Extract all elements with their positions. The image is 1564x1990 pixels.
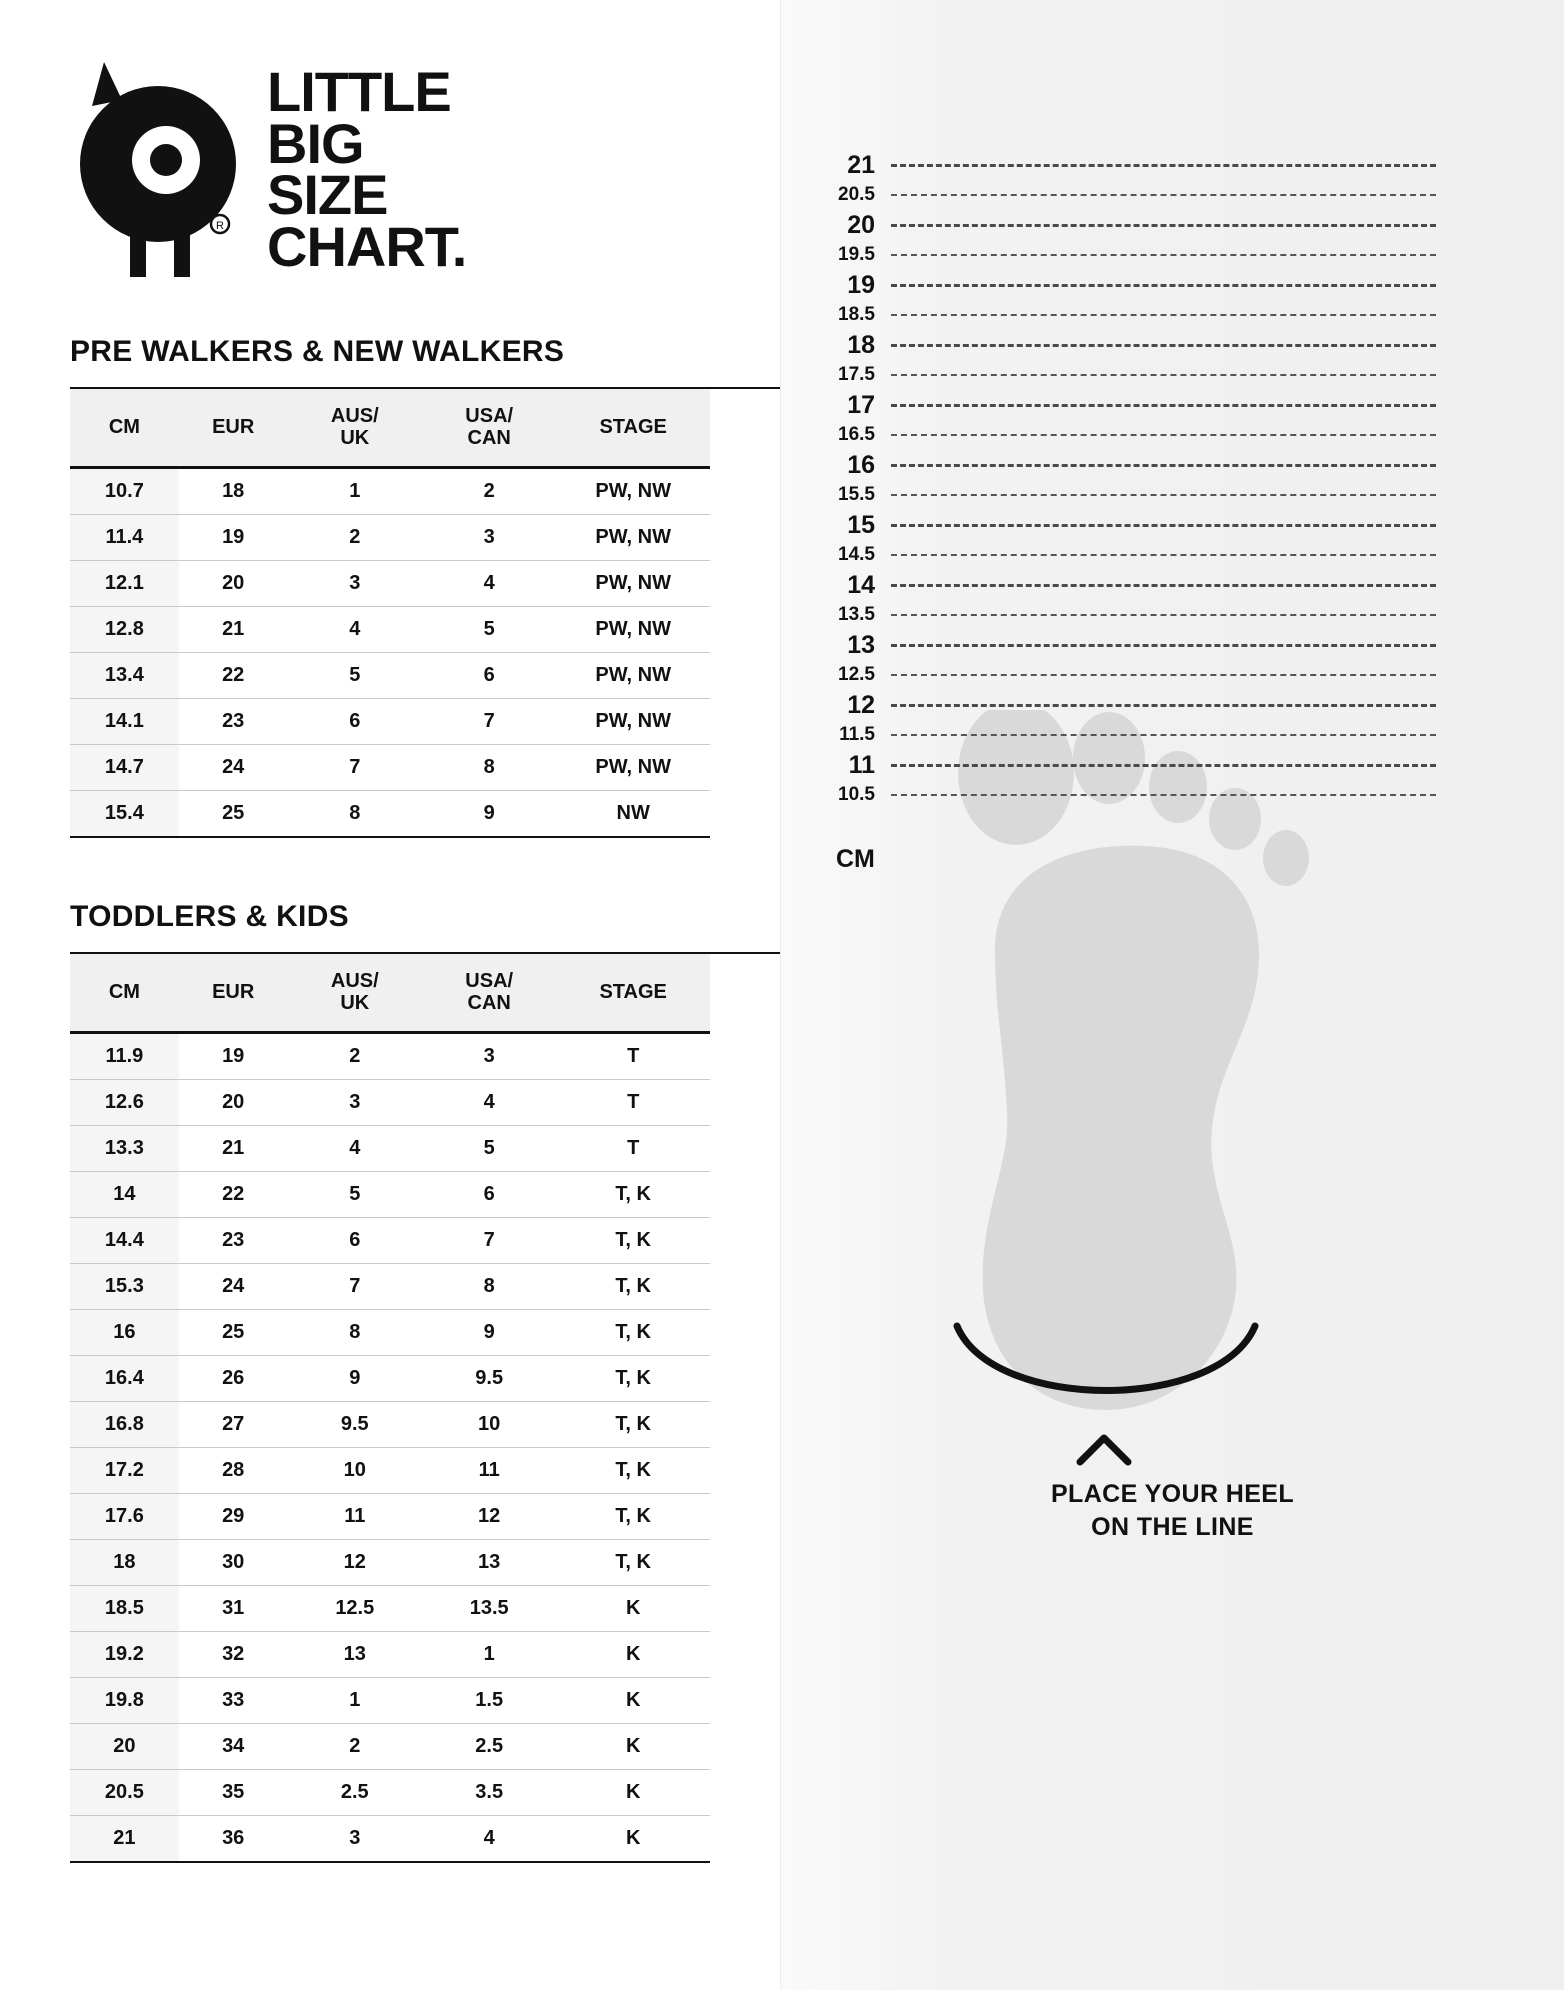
cell-cm: 20.5 xyxy=(70,1769,179,1815)
brand-line-1: LITTLE xyxy=(267,60,451,123)
tick-label: 14 xyxy=(847,570,875,599)
tick-line xyxy=(891,494,1436,496)
cell-cm: 14.1 xyxy=(70,698,179,744)
cell-eur: 25 xyxy=(179,790,288,837)
cell-cm: 21 xyxy=(70,1815,179,1862)
brand-line-2: BIG xyxy=(267,111,364,175)
cell-eur: 31 xyxy=(179,1585,288,1631)
cell-aus: 2.5 xyxy=(288,1769,422,1815)
brand-line-4: CHART. xyxy=(267,214,467,278)
tick-label: 20 xyxy=(847,210,875,239)
section-title-toddlers-kids: TODDLERS & KIDS xyxy=(70,899,349,933)
table-row xyxy=(70,560,710,606)
tick-label: 11.5 xyxy=(839,724,875,745)
table-row xyxy=(70,1677,710,1723)
cell-eur: 24 xyxy=(179,744,288,790)
cell-stage: PW, NW xyxy=(556,560,710,606)
col-header-cm: CM xyxy=(70,389,179,467)
cell-usa: 9 xyxy=(422,1309,556,1355)
table-row xyxy=(70,652,710,698)
ruler-tick xyxy=(781,420,1564,450)
table-row xyxy=(70,698,710,744)
pre-walkers-table xyxy=(70,389,710,838)
table-row xyxy=(70,790,710,837)
ruler-tick xyxy=(781,690,1564,720)
cell-aus: 2 xyxy=(288,514,422,560)
cell-cm: 12.8 xyxy=(70,606,179,652)
cm-ruler xyxy=(781,150,1564,810)
cell-usa: 7 xyxy=(422,1217,556,1263)
ruler-tick xyxy=(781,540,1564,570)
cell-cm: 14.7 xyxy=(70,744,179,790)
cell-aus: 5 xyxy=(288,652,422,698)
cell-eur: 32 xyxy=(179,1631,288,1677)
cell-aus: 7 xyxy=(288,744,422,790)
tick-line xyxy=(891,224,1436,227)
table-row xyxy=(70,1447,710,1493)
ruler-tick xyxy=(781,570,1564,600)
cell-cm: 13.4 xyxy=(70,652,179,698)
bird-target-logo-icon xyxy=(70,52,245,277)
cell-aus: 8 xyxy=(288,1309,422,1355)
table-row xyxy=(70,1263,710,1309)
cell-stage: PW, NW xyxy=(556,744,710,790)
ruler-tick xyxy=(781,780,1564,810)
table-row xyxy=(70,1631,710,1677)
toddlers-kids-table xyxy=(70,954,710,1863)
table-header-row xyxy=(70,389,710,467)
table-row xyxy=(70,1539,710,1585)
tick-line xyxy=(891,194,1436,196)
cell-stage: T xyxy=(556,1079,710,1125)
cell-cm: 20 xyxy=(70,1723,179,1769)
cell-cm: 13.3 xyxy=(70,1125,179,1171)
section-title-pre-walkers: PRE WALKERS & NEW WALKERS xyxy=(70,335,565,368)
table-row xyxy=(70,1079,710,1125)
table-header-row xyxy=(70,954,710,1032)
table-row xyxy=(70,1493,710,1539)
cell-eur: 19 xyxy=(179,514,288,560)
cell-stage: T, K xyxy=(556,1217,710,1263)
cell-cm: 12.6 xyxy=(70,1079,179,1125)
cell-usa: 5 xyxy=(422,606,556,652)
col-header-eur: EUR xyxy=(179,954,288,1032)
cell-usa: 7 xyxy=(422,698,556,744)
tick-line xyxy=(891,734,1436,736)
brand-wordmark xyxy=(267,60,467,278)
cell-cm: 18.5 xyxy=(70,1585,179,1631)
cell-usa: 3 xyxy=(422,514,556,560)
cell-stage: T, K xyxy=(556,1355,710,1401)
tick-line xyxy=(891,284,1436,287)
table-row xyxy=(70,1032,710,1079)
cell-eur: 22 xyxy=(179,1171,288,1217)
ruler-tick xyxy=(781,630,1564,660)
ruler-tick xyxy=(781,180,1564,210)
cell-aus: 1 xyxy=(288,1677,422,1723)
cell-eur: 26 xyxy=(179,1355,288,1401)
cell-cm: 14.4 xyxy=(70,1217,179,1263)
cell-cm: 11.4 xyxy=(70,514,179,560)
cell-usa: 1.5 xyxy=(422,1677,556,1723)
cell-stage: T xyxy=(556,1125,710,1171)
caret-up-icon xyxy=(1076,1432,1132,1466)
tick-line xyxy=(891,404,1436,407)
table-row xyxy=(70,1125,710,1171)
cell-cm: 16.4 xyxy=(70,1355,179,1401)
toddlers-kids-table-wrap xyxy=(70,952,780,1863)
col-header-usa-can: USA/ CAN xyxy=(422,389,556,467)
ruler-tick xyxy=(781,750,1564,780)
cell-stage: PW, NW xyxy=(556,514,710,560)
cell-eur: 20 xyxy=(179,560,288,606)
cell-stage: PW, NW xyxy=(556,698,710,744)
cell-stage: NW xyxy=(556,790,710,837)
table-row xyxy=(70,1355,710,1401)
ruler-tick xyxy=(781,660,1564,690)
cell-aus: 1 xyxy=(288,467,422,514)
tick-line xyxy=(891,254,1436,256)
tick-label: 16.5 xyxy=(838,424,875,445)
tick-label: 15 xyxy=(847,510,875,539)
table-row xyxy=(70,514,710,560)
cell-usa: 1 xyxy=(422,1631,556,1677)
tick-line xyxy=(891,554,1436,556)
cell-stage: T, K xyxy=(556,1401,710,1447)
cell-cm: 11.9 xyxy=(70,1032,179,1079)
col-header-cm: CM xyxy=(70,954,179,1032)
ruler-tick xyxy=(781,390,1564,420)
cell-usa: 8 xyxy=(422,744,556,790)
cell-aus: 4 xyxy=(288,606,422,652)
cell-eur: 33 xyxy=(179,1677,288,1723)
table-row xyxy=(70,744,710,790)
tick-line xyxy=(891,434,1436,436)
cell-cm: 16 xyxy=(70,1309,179,1355)
cell-stage: K xyxy=(556,1769,710,1815)
ruler-tick xyxy=(781,300,1564,330)
cell-stage: K xyxy=(556,1815,710,1862)
cell-stage: T xyxy=(556,1032,710,1079)
tick-label: 18.5 xyxy=(838,304,875,325)
cell-usa: 5 xyxy=(422,1125,556,1171)
ruler-tick xyxy=(781,210,1564,240)
cell-eur: 28 xyxy=(179,1447,288,1493)
table-row xyxy=(70,1815,710,1862)
tick-line xyxy=(891,524,1436,527)
col-header-eur: EUR xyxy=(179,389,288,467)
ruler-tick xyxy=(781,450,1564,480)
pre-walkers-table-wrap xyxy=(70,387,780,838)
cell-stage: T, K xyxy=(556,1539,710,1585)
cell-eur: 29 xyxy=(179,1493,288,1539)
cell-stage: K xyxy=(556,1631,710,1677)
cell-aus: 13 xyxy=(288,1631,422,1677)
ruler-tick xyxy=(781,330,1564,360)
cell-cm: 17.6 xyxy=(70,1493,179,1539)
cell-aus: 8 xyxy=(288,790,422,837)
ruler-tick xyxy=(781,600,1564,630)
cell-cm: 14 xyxy=(70,1171,179,1217)
tick-line xyxy=(891,644,1436,647)
tick-line xyxy=(891,704,1436,707)
cell-eur: 18 xyxy=(179,467,288,514)
ruler-unit-label: CM xyxy=(836,845,875,873)
cell-stage: PW, NW xyxy=(556,652,710,698)
cell-eur: 21 xyxy=(179,606,288,652)
cell-usa: 2.5 xyxy=(422,1723,556,1769)
cell-usa: 4 xyxy=(422,1815,556,1862)
tick-line xyxy=(891,464,1436,467)
cell-aus: 7 xyxy=(288,1263,422,1309)
tick-line xyxy=(891,344,1436,347)
tick-line xyxy=(891,314,1436,316)
cell-eur: 22 xyxy=(179,652,288,698)
cell-cm: 16.8 xyxy=(70,1401,179,1447)
ruler-tick xyxy=(781,720,1564,750)
tick-label: 20.5 xyxy=(838,184,875,205)
cell-stage: PW, NW xyxy=(556,606,710,652)
cell-eur: 21 xyxy=(179,1125,288,1171)
table-row xyxy=(70,1171,710,1217)
ruler-tick xyxy=(781,480,1564,510)
tick-label: 18 xyxy=(847,330,875,359)
cell-usa: 9 xyxy=(422,790,556,837)
cell-cm: 17.2 xyxy=(70,1447,179,1493)
ruler-tick xyxy=(781,360,1564,390)
tick-label: 11 xyxy=(848,750,875,779)
table-row xyxy=(70,1769,710,1815)
left-column xyxy=(0,0,780,1990)
tick-line xyxy=(891,794,1436,796)
cell-eur: 30 xyxy=(179,1539,288,1585)
cell-stage: K xyxy=(556,1677,710,1723)
cell-aus: 4 xyxy=(288,1125,422,1171)
cell-usa: 4 xyxy=(422,560,556,606)
cell-stage: T, K xyxy=(556,1447,710,1493)
cell-stage: T, K xyxy=(556,1263,710,1309)
cell-stage: K xyxy=(556,1723,710,1769)
cell-aus: 5 xyxy=(288,1171,422,1217)
tick-label: 17 xyxy=(847,390,875,419)
cell-aus: 6 xyxy=(288,1217,422,1263)
cell-cm: 10.7 xyxy=(70,467,179,514)
tick-label: 12.5 xyxy=(838,664,875,685)
cell-usa: 12 xyxy=(422,1493,556,1539)
cell-eur: 35 xyxy=(179,1769,288,1815)
cell-aus: 11 xyxy=(288,1493,422,1539)
cell-aus: 3 xyxy=(288,1815,422,1862)
table-row xyxy=(70,606,710,652)
cell-cm: 19.2 xyxy=(70,1631,179,1677)
tick-line xyxy=(891,374,1436,376)
table-row xyxy=(70,467,710,514)
cell-aus: 3 xyxy=(288,1079,422,1125)
cell-usa: 10 xyxy=(422,1401,556,1447)
tick-label: 17.5 xyxy=(838,364,875,385)
table-row xyxy=(70,1217,710,1263)
table-row xyxy=(70,1401,710,1447)
cell-aus: 9 xyxy=(288,1355,422,1401)
cell-cm: 15.4 xyxy=(70,790,179,837)
cell-usa: 3 xyxy=(422,1032,556,1079)
tick-label: 21 xyxy=(847,150,875,179)
cell-aus: 12.5 xyxy=(288,1585,422,1631)
tick-label: 16 xyxy=(847,450,875,479)
tick-label: 13 xyxy=(847,630,875,659)
table-row xyxy=(70,1723,710,1769)
cell-stage: T, K xyxy=(556,1171,710,1217)
tick-label: 14.5 xyxy=(838,544,875,565)
tick-line xyxy=(891,614,1436,616)
cell-usa: 6 xyxy=(422,1171,556,1217)
cell-eur: 23 xyxy=(179,1217,288,1263)
cell-eur: 20 xyxy=(179,1079,288,1125)
col-header-aus-uk: AUS/ UK xyxy=(288,954,422,1032)
cell-usa: 3.5 xyxy=(422,1769,556,1815)
cell-eur: 23 xyxy=(179,698,288,744)
place-heel-instruction xyxy=(781,1478,1564,1543)
cell-usa: 6 xyxy=(422,652,556,698)
instruction-line-2: ON THE LINE xyxy=(1091,1512,1254,1541)
col-header-usa-can: USA/ CAN xyxy=(422,954,556,1032)
tick-label: 15.5 xyxy=(838,484,875,505)
measuring-panel xyxy=(780,0,1564,1990)
cell-stage: T, K xyxy=(556,1309,710,1355)
ruler-tick xyxy=(781,240,1564,270)
tick-line xyxy=(891,164,1436,167)
cell-aus: 3 xyxy=(288,560,422,606)
tick-line xyxy=(891,674,1436,676)
cell-cm: 19.8 xyxy=(70,1677,179,1723)
cell-aus: 2 xyxy=(288,1723,422,1769)
brand-logo xyxy=(70,52,780,277)
col-header-stage: STAGE xyxy=(556,954,710,1032)
brand-line-3: SIZE xyxy=(267,163,388,227)
tick-line xyxy=(891,764,1436,767)
cell-stage: T, K xyxy=(556,1493,710,1539)
cell-stage: K xyxy=(556,1585,710,1631)
table-row xyxy=(70,1585,710,1631)
cell-eur: 34 xyxy=(179,1723,288,1769)
cell-stage: PW, NW xyxy=(556,467,710,514)
cell-aus: 10 xyxy=(288,1447,422,1493)
cell-cm: 18 xyxy=(70,1539,179,1585)
cell-usa: 8 xyxy=(422,1263,556,1309)
heel-arc-icon xyxy=(951,1320,1261,1410)
cell-cm: 15.3 xyxy=(70,1263,179,1309)
cell-aus: 2 xyxy=(288,1032,422,1079)
cell-eur: 36 xyxy=(179,1815,288,1862)
cell-eur: 27 xyxy=(179,1401,288,1447)
table-row xyxy=(70,1309,710,1355)
col-header-stage: STAGE xyxy=(556,389,710,467)
tick-label: 13.5 xyxy=(838,604,875,625)
cell-aus: 6 xyxy=(288,698,422,744)
tick-line xyxy=(891,584,1436,587)
tick-label: 10.5 xyxy=(838,784,875,805)
tick-label: 19 xyxy=(847,270,875,299)
cell-aus: 12 xyxy=(288,1539,422,1585)
instruction-line-1: PLACE YOUR HEEL xyxy=(1050,1480,1295,1508)
ruler-tick xyxy=(781,270,1564,300)
cell-usa: 4 xyxy=(422,1079,556,1125)
cell-usa: 2 xyxy=(422,467,556,514)
tick-label: 12 xyxy=(847,690,875,719)
ruler-tick xyxy=(781,150,1564,180)
svg-text:R: R xyxy=(216,220,224,232)
cell-usa: 13.5 xyxy=(422,1585,556,1631)
cell-cm: 12.1 xyxy=(70,560,179,606)
cell-aus: 9.5 xyxy=(288,1401,422,1447)
cell-eur: 19 xyxy=(179,1032,288,1079)
ruler-tick xyxy=(781,510,1564,540)
col-header-aus-uk: AUS/ UK xyxy=(288,389,422,467)
cell-eur: 25 xyxy=(179,1309,288,1355)
cell-usa: 13 xyxy=(422,1539,556,1585)
cell-eur: 24 xyxy=(179,1263,288,1309)
cell-usa: 11 xyxy=(422,1447,556,1493)
cell-usa: 9.5 xyxy=(422,1355,556,1401)
tick-label: 19.5 xyxy=(838,244,875,265)
